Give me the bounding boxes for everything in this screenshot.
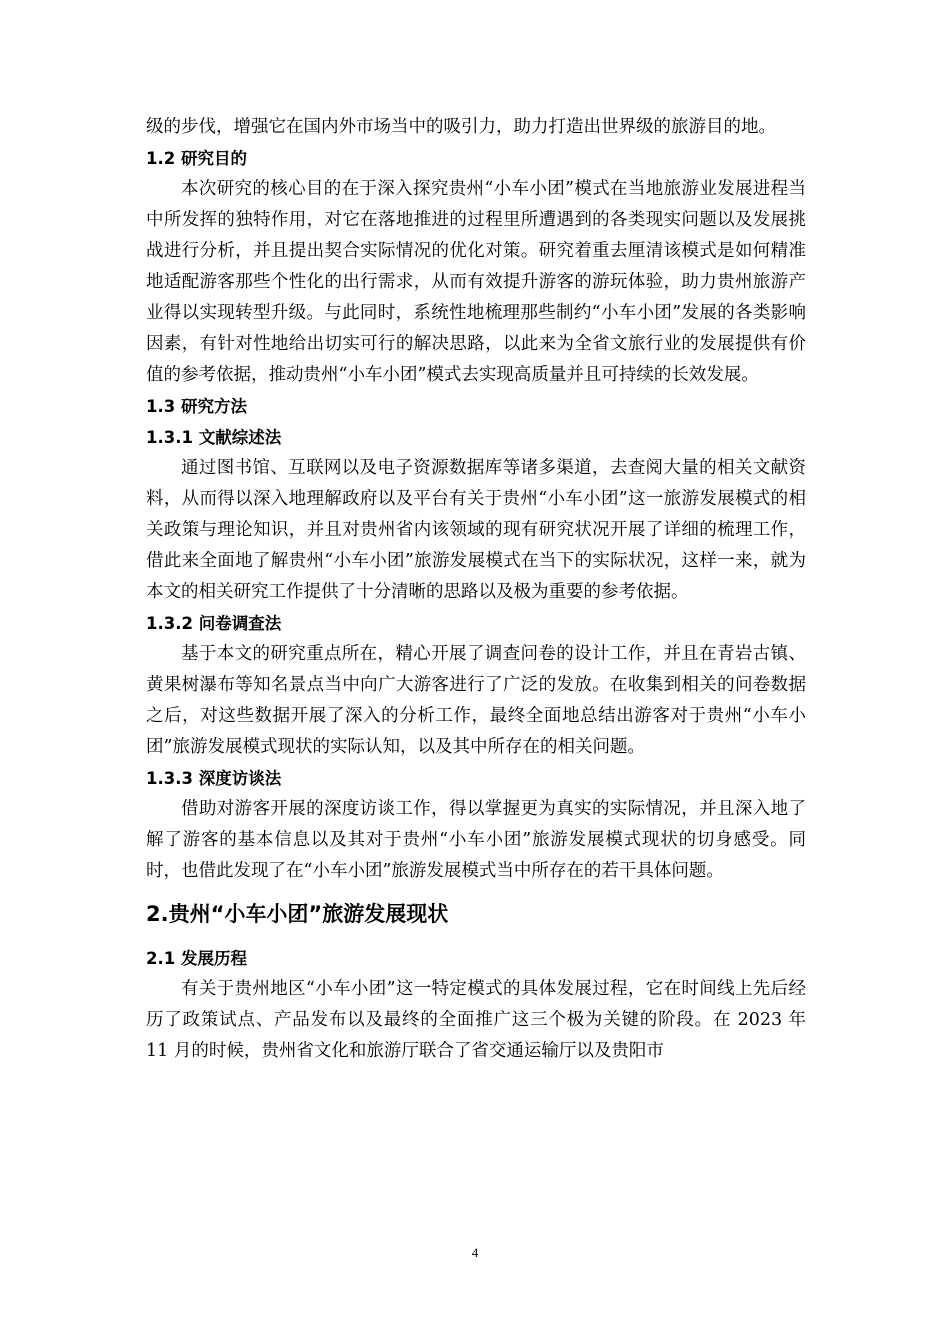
paragraph-development-history: 有关于贵州地区“小车小团”这一特定模式的具体发展过程，它在时间线上先后经历了政策试点、产品发布以及最终的全面推广这三个极为关键的阶段。在 2023 年 11 月的时候，贵州省文化和旅游厅联合了省交通运输厅以及贵阳市 bbox=[146, 979, 806, 1061]
heading-2: 2.贵州“小车小团”旅游发展现状 bbox=[146, 902, 449, 926]
paragraph-questionnaire: 基于本文的研究重点所在，精心开展了调查问卷的设计工作，并且在青岩古镇、黄果树瀑布等知名景点当中向广大游客进行了广泛的发放。在收集到相关的问卷数据之后，对这些数据开展了深入的分析工作，最终全面地总结出游客对于贵州“小车小团”旅游发展模式现状的实际认知，以及其中所存在的相关问题。 bbox=[146, 644, 806, 757]
paragraph-literature-review: 通过图书馆、互联网以及电子资源数据库等诸多渠道，去查阅大量的相关文献资料，从而得以深入地理解政府以及平台有关于贵州“小车小团”这一旅游发展模式的相关政策与理论知识，并且对贵州省内该领域的现有研究状况开展了详细的梳理工作，借此来全面地了解贵州“小车小团”旅游发展模式在当下的实际状况，这样一来，就为本文的相关研究工作提供了十分清晰的思路以及极为重要的参考依据。 bbox=[146, 458, 806, 602]
heading-2-1: 2.1 发展历程 bbox=[146, 949, 247, 968]
heading-1-3: 1.3 研究方法 bbox=[146, 397, 247, 416]
heading-1-2: 1.2 研究目的 bbox=[146, 149, 247, 168]
heading-1-3-1: 1.3.1 文献综述法 bbox=[146, 428, 282, 447]
heading-1-3-2: 1.3.2 问卷调查法 bbox=[146, 614, 282, 633]
heading-1-3-3: 1.3.3 深度访谈法 bbox=[146, 769, 282, 788]
paragraph-continued: 级的步伐，增强它在国内外市场当中的吸引力，助力打造出世界级的旅游目的地。 bbox=[146, 117, 776, 137]
page-number: 4 bbox=[471, 1245, 479, 1260]
paragraph-interview: 借助对游客开展的深度访谈工作，得以掌握更为真实的实际情况，并且深入地了解了游客的基本信息以及其对于贵州“小车小团”旅游发展模式现状的切身感受。同时，也借此发现了在“小车小团”旅游发展模式当中所存在的若干具体问题。 bbox=[146, 799, 806, 881]
paragraph-research-purpose: 本次研究的核心目的在于深入探究贵州“小车小团”模式在当地旅游业发展进程当中所发挥的独特作用，对它在落地推进的过程里所遭遇到的各类现实问题以及发展挑战进行分析，并且提出契合实际情况的优化对策。研究着重去厘清该模式是如何精准地适配游客那些个性化的出行需求，从而有效提升游客的游玩体验，助力贵州旅游产业得以实现转型升级。与此同时，系统性地梳理那些制约“小车小团”发展的各类影响因素，有针对性地给出切实可行的解决思路，以此来为全省文旅行业的发展提供有价值的参考依据，推动贵州“小车小团”模式去实现高质量并且可持续的长效发展。 bbox=[146, 179, 806, 385]
document-page bbox=[146, 112, 806, 1067]
